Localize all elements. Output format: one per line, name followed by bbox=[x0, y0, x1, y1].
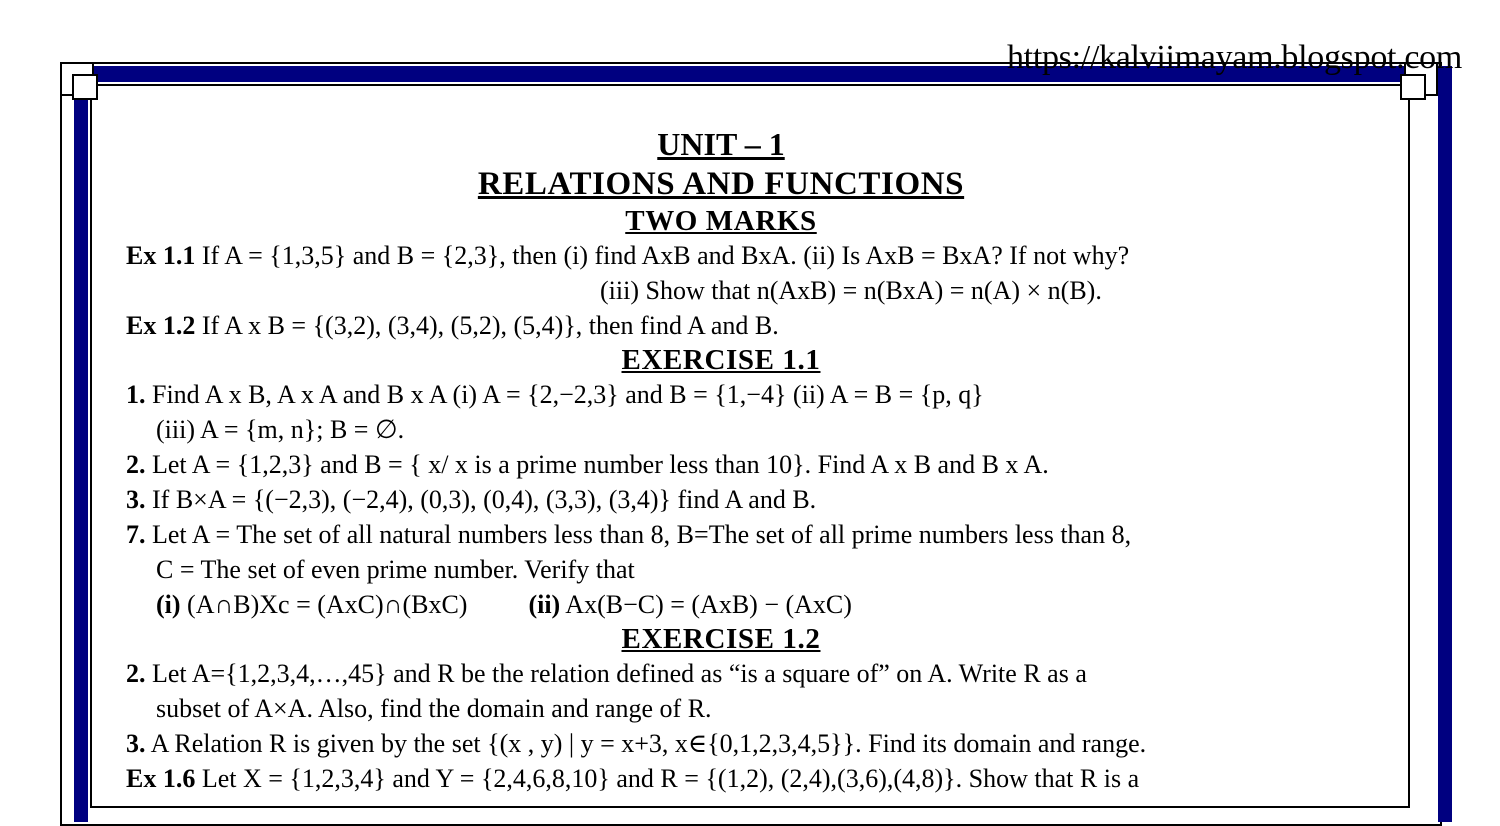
exercise-1-1-q3 bbox=[126, 482, 1316, 517]
question-text: Find A x B, A x A and B x A (i) A = {2,−2,3} and B = {1,−4} (ii) A = B = {p, q} bbox=[152, 380, 984, 409]
question-ex-1-1 bbox=[126, 238, 1316, 273]
exercise-1-2-heading: EXERCISE 1.2 bbox=[621, 623, 821, 655]
part-text: Ax(B−C) = (AxB) − (AxC) bbox=[565, 590, 852, 619]
question-ex-1-2 bbox=[126, 308, 1316, 343]
question-text: If A x B = {(3,2), (3,4), (5,2), (5,4)}, then find A and B. bbox=[201, 311, 779, 340]
document-body bbox=[126, 124, 1316, 796]
border-corner-top-left-inner bbox=[72, 74, 98, 100]
question-label: 2. bbox=[126, 450, 146, 479]
exercise-1-1-q7-cont: C = The set of even prime number. Verify that bbox=[156, 555, 635, 584]
question-text: Let A={1,2,3,4,…,45} and R be the relation defined as “is a square of” on A. Write R as a bbox=[152, 659, 1087, 688]
source-url[interactable]: https://kalviimayam.blogspot.com bbox=[1006, 39, 1462, 76]
exercise-1-1-q2 bbox=[126, 447, 1316, 482]
two-marks-heading: TWO MARKS bbox=[625, 205, 817, 237]
question-text: Let A = The set of all natural numbers less than 8, B=The set of all prime numbers less than 8, bbox=[152, 520, 1132, 549]
part-label: (ii) bbox=[528, 590, 561, 619]
part-text: (A∩B)Xc = (AxC)∩(BxC) bbox=[187, 590, 468, 619]
exercise-1-2-q2 bbox=[126, 656, 1316, 691]
question-text: If B×A = {(−2,3), (−2,4), (0,3), (0,4), (3,3), (3,4)} find A and B. bbox=[152, 485, 817, 514]
question-text: Let A = {1,2,3} and B = { x/ x is a prime number less than 10}. Find A x B and B x A. bbox=[152, 450, 1049, 479]
question-label: Ex 1.6 bbox=[126, 764, 196, 793]
question-label: 2. bbox=[126, 659, 146, 688]
exercise-1-1-heading: EXERCISE 1.1 bbox=[621, 344, 821, 376]
exercise-1-1-q7-parts bbox=[126, 587, 1316, 622]
exercise-1-1-q7 bbox=[126, 517, 1316, 552]
question-text: A Relation R is given by the set {(x , y) | y = x+3, x∈{0,1,2,3,4,5}}. Find its domain and range. bbox=[150, 729, 1147, 758]
question-label: Ex 1.2 bbox=[126, 311, 196, 340]
exercise-1-2-q3 bbox=[126, 726, 1316, 761]
question-text: If A = {1,3,5} and B = {2,3}, then (i) find AxB and BxA. (ii) Is AxB = BxA? If not why? bbox=[201, 241, 1130, 270]
exercise-1-2-ex-1-6 bbox=[126, 761, 1316, 796]
exercise-1-1-q1-cont: (iii) A = {m, n}; B = ∅. bbox=[156, 415, 405, 444]
question-label: Ex 1.1 bbox=[126, 241, 196, 270]
chapter-title: RELATIONS AND FUNCTIONS bbox=[477, 166, 965, 202]
question-label: 7. bbox=[126, 520, 146, 549]
question-label: 3. bbox=[126, 485, 146, 514]
part-label: (i) bbox=[156, 590, 181, 619]
exercise-1-1-q1 bbox=[126, 377, 1316, 412]
unit-heading: UNIT – 1 bbox=[657, 126, 785, 162]
exercise-1-2-q2-cont: subset of A×A. Also, find the domain and range of R. bbox=[156, 694, 712, 723]
question-ex-1-1-cont: (iii) Show that n(AxB) = n(BxA) = n(A) × n(B). bbox=[600, 276, 1102, 305]
question-label: 3. bbox=[126, 729, 146, 758]
question-text: Let X = {1,2,3,4} and Y = {2,4,6,8,10} and R = {(1,2), (2,4),(3,6),(4,8)}. Show that R is a bbox=[201, 764, 1140, 793]
question-label: 1. bbox=[126, 380, 146, 409]
